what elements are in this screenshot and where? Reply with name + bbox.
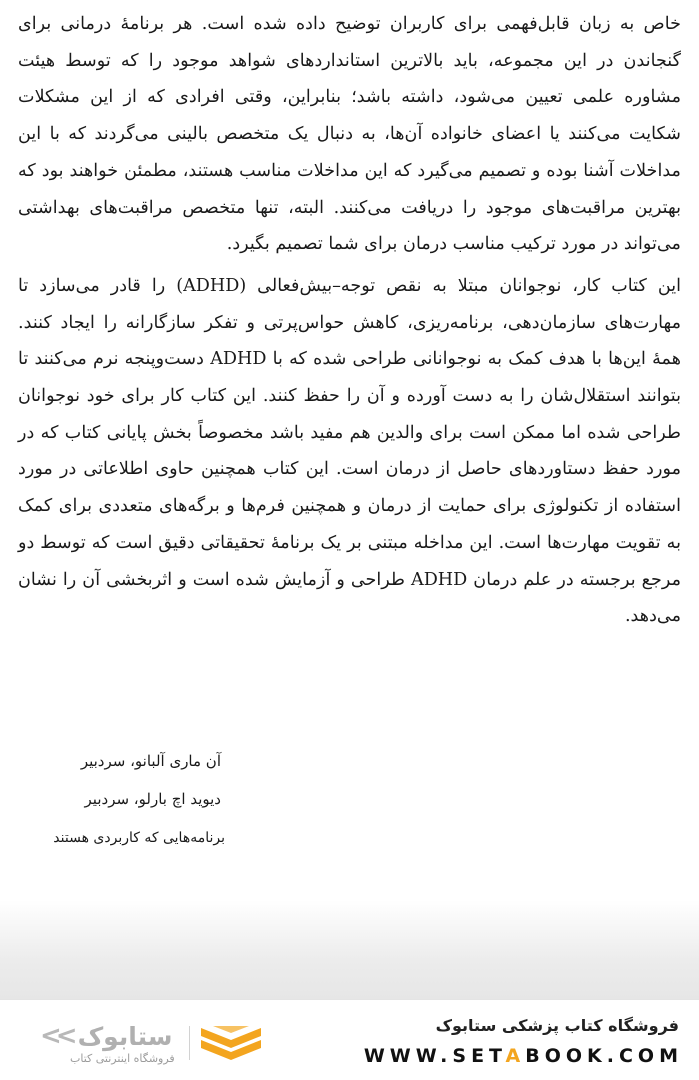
paragraph-2: این کتاب کار، نوجوانان مبتلا به نقص توجه–بیش‌فعالی (ADHD) را قادر می‌سازد تا مهارت‌های سازمان‌دهی، برنامه‌ریزی، کاهش حواس‌پرتی و تفکر سازگارانه را ایجاد کنند. همهٔ این‌ها با هدف کمک به نوجوانانی طراحی شده که با ADHD دست‌وپنجه نرم می‌کنند تا بتوانند استقلال‌شان را به دست آورده و آن را حفظ کنند. این کتاب کار برای خود نوجوانان طراحی شده اما ممکن است برای والدین هم مفید باشد مخصوصاً بخش پایانی کتاب که در مورد حفظ دستاوردهای حاصل از درمان است. این کتاب همچنین حاوی اطلاعاتی در مورد استفاده از تکنولوژی برای حمایت از درمان و همچنین فرم‌ها و برگه‌های متعددی برای کمک به تقویت مهارت‌ها است. این مداخله مبتنی بر یک برنامهٔ تحقیقاتی دقیق است که توسط دو مرجع برجسته در علم درمان ADHD طراحی و آزمایش شده است و اثربخشی آن را نشان می‌دهد. xyxy=(18,275,681,627)
stacked-chevron-book-icon xyxy=(198,1024,264,1064)
paragraph-1: خاص به زبان قابل‌فهمی برای کاربران توضیح داده شده است. هر برنامهٔ درمانی برای گنجاندن در این مجموعه، باید بالاترین استانداردهای شواهد موجود را که توسط هیئت مشاوره علمی تعیین می‌شود، داشته باشد؛ بنابراین، وقتی افرادی که از این مشکلات شکایت می‌کنند یا اعضای خانواده آن‌ها، به دنبال یک متخصص بالینی می‌گردند که با این مداخلات آشنا بوده و تصمیم می‌گیرد که این مداخلات مناسب هستند، مطمئن خواهند بود که بهترین مراقبت‌های موجود را دریافت می‌کنند. البته، تنها متخصص مراقبت‌های بهداشتی می‌تواند در مورد ترکیب مناسب درمان برای شما تصمیم بگیرد. xyxy=(18,14,681,255)
setabook-logo[interactable] xyxy=(40,1021,172,1051)
url-suffix: BOOK.COM xyxy=(525,1045,683,1067)
body-text xyxy=(18,6,681,635)
store-name: فروشگاه کتاب پزشکی ستابوک xyxy=(435,1016,679,1035)
logo-subtitle: فروشگاه اینترنتی کتاب xyxy=(70,1052,175,1065)
series-tagline: برنامه‌هایی که کاربردی هستند xyxy=(53,830,225,846)
logo-wordmark: ستابوک xyxy=(77,1021,173,1051)
publisher-footer xyxy=(0,999,699,1080)
url-highlight: A xyxy=(505,1045,526,1067)
logo-divider xyxy=(189,1026,190,1060)
url-prefix: WWW.SET xyxy=(363,1045,506,1067)
signature-editor-albano: آن ماری آلبانو، سردبیر xyxy=(80,752,221,770)
store-url-link[interactable] xyxy=(364,1045,683,1067)
signature-editor-barlow: دیوید اچ بارلو، سردبیر xyxy=(84,790,221,808)
double-chevron-icon: << xyxy=(40,1021,72,1051)
